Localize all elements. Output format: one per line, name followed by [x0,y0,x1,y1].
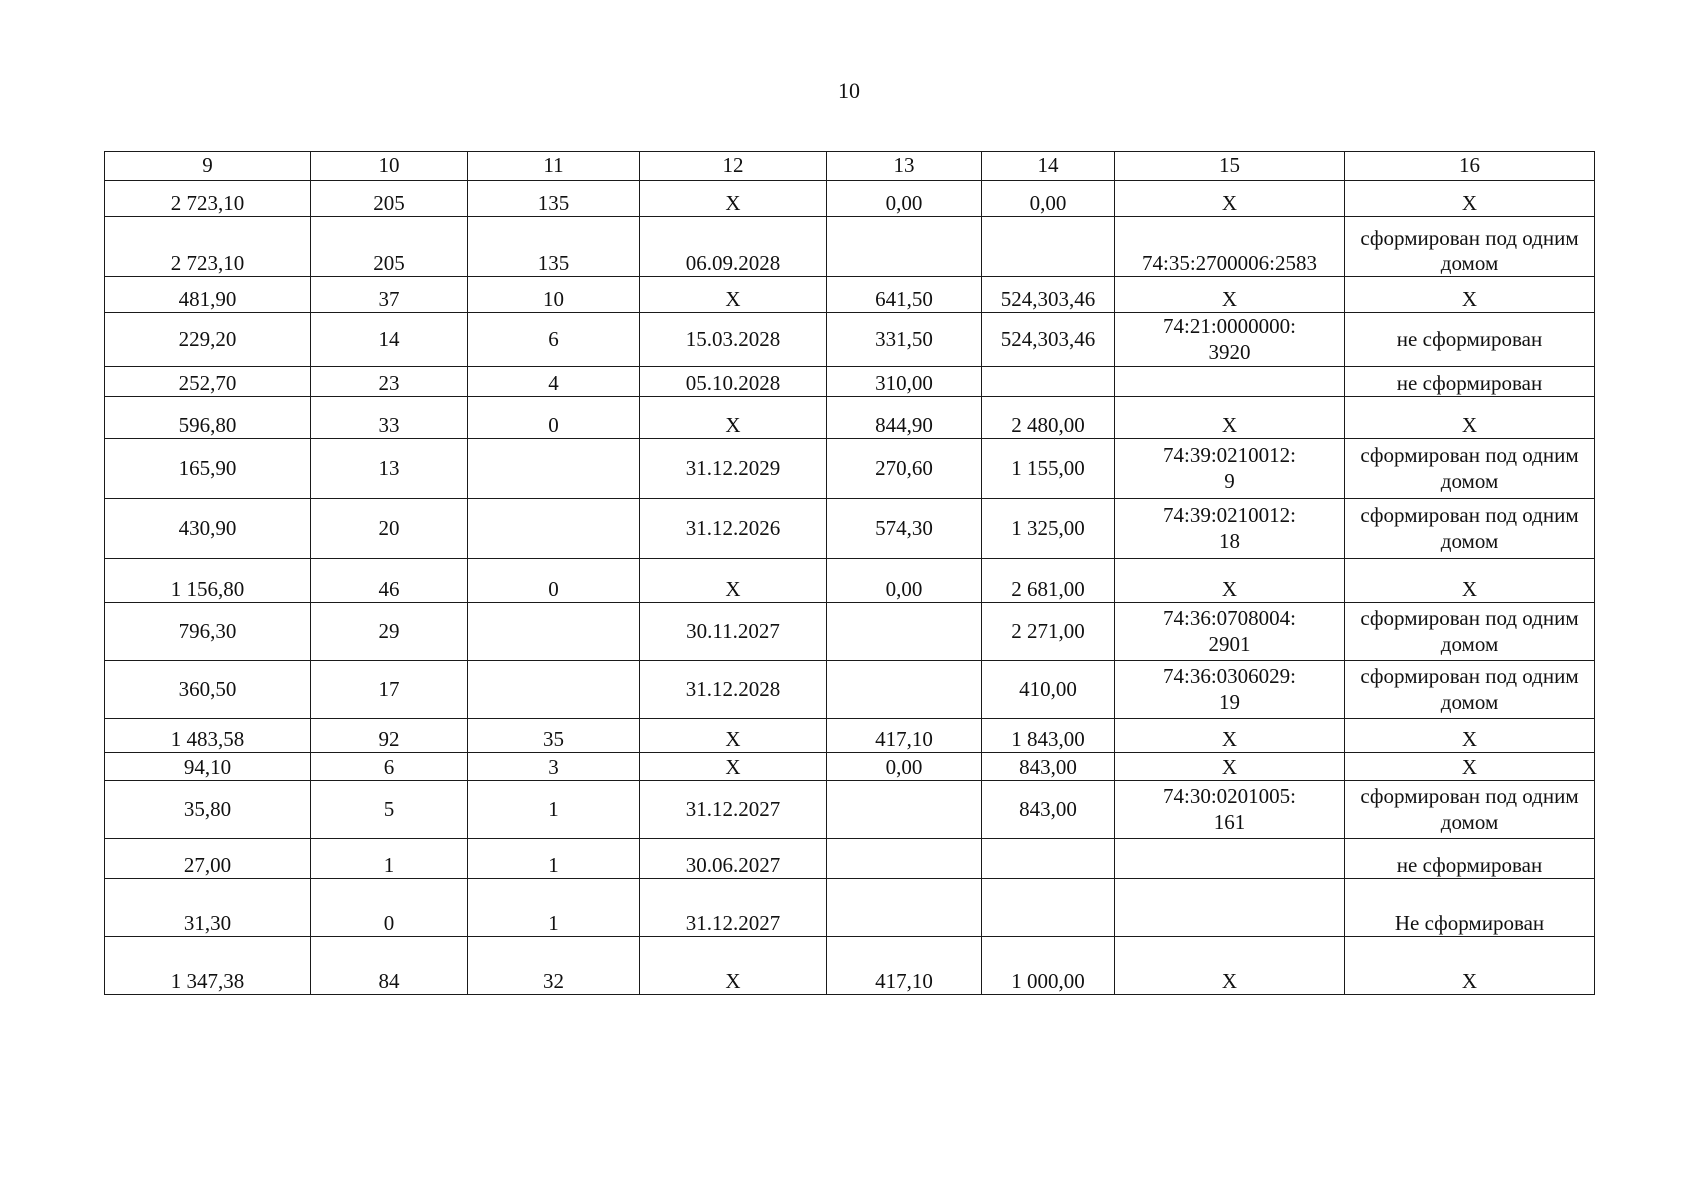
table-cell: X [1345,753,1595,781]
table-cell: 1 [468,781,640,839]
table-cell: 46 [311,559,468,603]
table-cell [468,499,640,559]
table-cell: 17 [311,661,468,719]
table-row [105,397,1595,439]
table-row [105,879,1595,937]
column-header: 14 [982,152,1115,181]
table-cell: 1 000,00 [982,937,1115,995]
table-cell: X [1345,181,1595,217]
table-cell: X [640,397,827,439]
table-cell: сформирован под одним домом [1345,781,1595,839]
table-cell: 2 681,00 [982,559,1115,603]
table-cell: 1 347,38 [105,937,311,995]
table-cell: 35 [468,719,640,753]
table-row [105,603,1595,661]
table-cell: 23 [311,367,468,397]
table-cell: X [1345,559,1595,603]
table-cell [468,661,640,719]
table-cell [468,439,640,499]
table-cell: 165,90 [105,439,311,499]
table-cell: 205 [311,181,468,217]
table-row [105,181,1595,217]
table-cell: 31.12.2027 [640,879,827,937]
table-cell: сформирован под одним домом [1345,217,1595,277]
table-cell: 0,00 [982,181,1115,217]
column-header: 15 [1115,152,1345,181]
table-row [105,439,1595,499]
table-body [105,181,1595,995]
table-row [105,367,1595,397]
table-cell: X [640,753,827,781]
table-cell [982,217,1115,277]
table-cell: X [1115,753,1345,781]
table-cell: 796,30 [105,603,311,661]
table-cell: X [640,719,827,753]
table-row [105,217,1595,277]
table-cell: 94,10 [105,753,311,781]
column-header: 16 [1345,152,1595,181]
table-cell: 252,70 [105,367,311,397]
table-cell [468,603,640,661]
table-cell: сформирован под одним домом [1345,439,1595,499]
table-cell: X [1345,937,1595,995]
table-cell: 2 723,10 [105,217,311,277]
table-cell: 30.11.2027 [640,603,827,661]
table-cell: 33 [311,397,468,439]
table-cell: X [1115,181,1345,217]
table-cell: X [640,559,827,603]
table-cell: 31.12.2028 [640,661,827,719]
table-row [105,313,1595,367]
table-cell [827,217,982,277]
table-row [105,499,1595,559]
table-cell: 270,60 [827,439,982,499]
table-cell: 2 723,10 [105,181,311,217]
table-cell: 74:21:0000000: 3920 [1115,313,1345,367]
table-cell [1115,839,1345,879]
table-cell: 417,10 [827,937,982,995]
table-cell: 5 [311,781,468,839]
table-cell: 2 271,00 [982,603,1115,661]
table-row [105,559,1595,603]
column-header: 9 [105,152,311,181]
table-cell: 331,50 [827,313,982,367]
table-cell: X [1345,277,1595,313]
table-cell: 360,50 [105,661,311,719]
table-cell: сформирован под одним домом [1345,603,1595,661]
table-cell: 13 [311,439,468,499]
table-cell: 843,00 [982,753,1115,781]
table-cell: 1 156,80 [105,559,311,603]
table-cell: 27,00 [105,839,311,879]
table-cell: 84 [311,937,468,995]
table-cell: не сформирован [1345,313,1595,367]
table-cell: 92 [311,719,468,753]
table-cell: 74:35:2700006:2583 [1115,217,1345,277]
table-cell: 6 [468,313,640,367]
table-cell: 229,20 [105,313,311,367]
table-cell: X [1345,397,1595,439]
table-cell: 31.12.2027 [640,781,827,839]
table-cell: 1 [311,839,468,879]
column-header: 10 [311,152,468,181]
table-cell [827,661,982,719]
table-cell: 0,00 [827,559,982,603]
table-cell: 641,50 [827,277,982,313]
table-cell: 14 [311,313,468,367]
table-cell: 135 [468,181,640,217]
table-cell: 74:30:0201005: 161 [1115,781,1345,839]
table-cell: 1 325,00 [982,499,1115,559]
table-cell: 15.03.2028 [640,313,827,367]
table-row [105,661,1595,719]
table-cell: 481,90 [105,277,311,313]
data-table [104,151,1595,995]
table-cell: X [640,181,827,217]
table-row [105,839,1595,879]
table-cell: 0,00 [827,753,982,781]
table-cell: 31.12.2029 [640,439,827,499]
table-cell: X [640,937,827,995]
table-cell: 35,80 [105,781,311,839]
column-header: 11 [468,152,640,181]
table-row [105,781,1595,839]
table-cell: X [1115,559,1345,603]
table-cell: 135 [468,217,640,277]
table-cell: X [1345,719,1595,753]
column-header: 12 [640,152,827,181]
page-number: 10 [838,78,860,103]
table-cell [827,879,982,937]
table-cell: X [1115,937,1345,995]
table-cell: 1 [468,839,640,879]
table-cell: 410,00 [982,661,1115,719]
table-cell: 6 [311,753,468,781]
table-cell: X [1115,397,1345,439]
column-header: 13 [827,152,982,181]
table-cell [982,367,1115,397]
table-cell [827,603,982,661]
table-cell: 430,90 [105,499,311,559]
table-cell: 524,303,46 [982,313,1115,367]
table-row [105,719,1595,753]
table-cell: 06.09.2028 [640,217,827,277]
table-cell: 74:39:0210012: 18 [1115,499,1345,559]
table-cell: 844,90 [827,397,982,439]
table-cell: 1 483,58 [105,719,311,753]
header-row [105,152,1595,181]
table-cell: X [1115,719,1345,753]
table-row [105,277,1595,313]
table-cell: 20 [311,499,468,559]
table-cell [1115,879,1345,937]
table-cell: 2 480,00 [982,397,1115,439]
table-cell: не сформирован [1345,367,1595,397]
table-cell: 37 [311,277,468,313]
table-cell [1115,367,1345,397]
table-cell: 0 [468,397,640,439]
table-cell: сформирован под одним домом [1345,661,1595,719]
table-cell: 524,303,46 [982,277,1115,313]
table-cell: 310,00 [827,367,982,397]
table-cell: 32 [468,937,640,995]
table-cell: 10 [468,277,640,313]
table-cell: X [1115,277,1345,313]
table-cell: 74:36:0306029: 19 [1115,661,1345,719]
table-cell: 0,00 [827,181,982,217]
table-cell [827,839,982,879]
table-cell: 3 [468,753,640,781]
table-cell: 0 [468,559,640,603]
table-cell: сформирован под одним домом [1345,499,1595,559]
table-cell: 574,30 [827,499,982,559]
table-cell: 843,00 [982,781,1115,839]
table-cell: 31,30 [105,879,311,937]
table-cell: X [640,277,827,313]
table-row [105,937,1595,995]
table-cell: 1 [468,879,640,937]
table-cell [982,839,1115,879]
table-cell: 205 [311,217,468,277]
table-cell: 1 843,00 [982,719,1115,753]
table-cell: 31.12.2026 [640,499,827,559]
table-header [105,152,1595,181]
table-cell: 74:39:0210012: 9 [1115,439,1345,499]
table-cell [982,879,1115,937]
table-cell: 1 155,00 [982,439,1115,499]
table-cell: 596,80 [105,397,311,439]
table-cell: 417,10 [827,719,982,753]
table-cell: 0 [311,879,468,937]
table-cell: 4 [468,367,640,397]
table-cell: 05.10.2028 [640,367,827,397]
table-cell: Не сформирован [1345,879,1595,937]
table-cell: 30.06.2027 [640,839,827,879]
table-row [105,753,1595,781]
table-cell: 29 [311,603,468,661]
table-cell: не сформирован [1345,839,1595,879]
table-cell [827,781,982,839]
table-cell: 74:36:0708004: 2901 [1115,603,1345,661]
